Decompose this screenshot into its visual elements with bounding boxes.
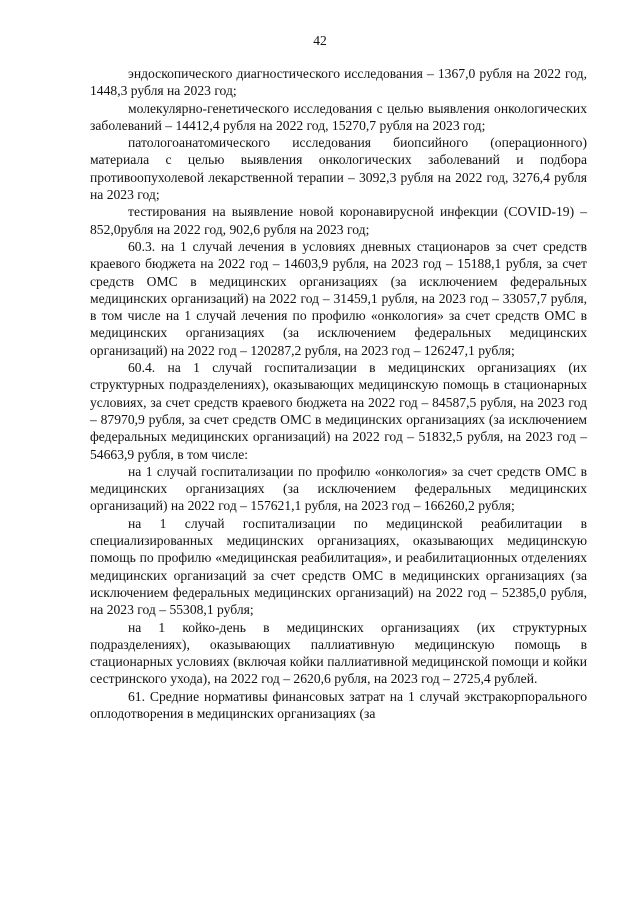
- paragraph: патологоанатомического исследования биопсийного (операционного) материала с целью выявления онкологических заболеваний и подбора противоопухолевой лекарственной терапии – 3092,3 рубля на 2022 год, 3276,4 рубля на 2023 год;: [90, 135, 587, 203]
- paragraph: эндоскопического диагностического исследования – 1367,0 рубля на 2022 год, 1448,3 рубля на 2023 год;: [90, 66, 587, 99]
- paragraph: на 1 койко-день в медицинских организациях (их структурных подразделениях), оказывающих паллиативную медицинскую помощь в стационарных условиях (включая койки паллиативной медицинской помощи и койки сестринского ухода), на 2022 год – 2620,6 рубля, на 2023 год – 2725,4 рублей.: [90, 619, 587, 687]
- paragraph: 61. Средние нормативы финансовых затрат на 1 случай экстракорпорального оплодотворения в медицинских организациях (за: [90, 688, 587, 721]
- document-body: [90, 65, 587, 722]
- paragraph: на 1 случай госпитализации по медицинской реабилитации в специализированных медицинских организациях, оказывающих медицинскую помощь по профилю «медицинская реабилитация», и реабилитационных отделениях медицинских организаций за счет средств ОМС в медицинских организациях (за исключением федеральных медицинских организаций) на 2022 год – 52385,0 рубля, на 2023 год – 55308,1 рубля;: [90, 515, 587, 618]
- paragraph: 60.4. на 1 случай госпитализации в медицинских организациях (их структурных подразделениях), оказывающих медицинскую помощь в стационарных условиях, за счет средств краевого бюджета на 2022 год – 84587,5 рубля, на 2023 год – 87970,9 рубля, за счет средств ОМС в медицинских организациях (за исключением федеральных медицинских организаций) на 2022 год – 51832,5 рубля, на 2023 год – 54663,9 рубля, в том числе:: [90, 360, 587, 462]
- paragraph: на 1 случай госпитализации по профилю «онкология» за счет средств ОМС в медицинских организациях (за исключением федеральных медицинских организаций) на 2022 год – 157621,1 рубля, на 2023 год – 166260,2 рубля;: [90, 463, 587, 514]
- page-number: 42: [313, 33, 327, 48]
- paragraph: 60.3. на 1 случай лечения в условиях дневных стационаров за счет средств краевого бюджета на 2022 год – 14603,9 рубля, на 2023 год – 15188,1 рубля, за счет средств ОМС в медицинских организациях (за исключением федеральных медицинских организаций) на 2022 год – 31459,1 рубля, на 2023 год – 33057,7 рубля, в том числе на 1 случай лечения по профилю «онкология» за счет средств ОМС в медицинских организациях (за исключением федеральных медицинских организаций) на 2022 год – 120287,2 рубля, на 2023 год – 126247,1 рубля;: [90, 238, 587, 358]
- paragraph: молекулярно-генетического исследования с целью выявления онкологических заболеваний – 14412,4 рубля на 2022 год, 15270,7 рубля на 2023 год;: [90, 100, 587, 133]
- paragraph: тестирования на выявление новой коронавирусной инфекции (COVID-19) – 852,0рубля на 2022 год, 902,6 рубля на 2023 год;: [90, 204, 587, 237]
